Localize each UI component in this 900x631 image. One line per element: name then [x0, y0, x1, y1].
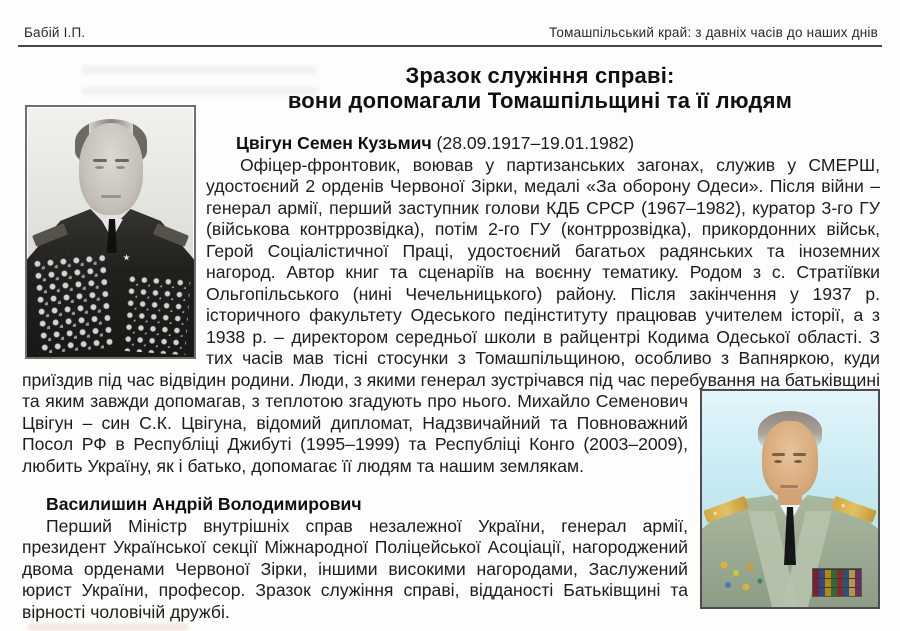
running-header-book-title: Томашпільський край: з давніх часів до наших днів [549, 25, 878, 40]
photo-mouth [101, 195, 121, 198]
person-name: Василишин Андрій Володимирович [46, 494, 362, 514]
photo-neck [778, 489, 802, 507]
article-body [22, 133, 880, 623]
photo-eyes [774, 460, 782, 463]
photo-medal-cluster [31, 252, 113, 354]
photo-medal-cluster [716, 557, 768, 601]
photo-ribbon-bar [812, 568, 862, 597]
running-header-author: Бабій І.П. [24, 25, 86, 40]
article-title [220, 63, 860, 113]
paragraph-text-part2: з теплотою згадують про нього. Михайло Семенович Цвігун – син С.К. Цвігуна, відомий дипломат, Надзвичайний та Повноважний Посол РФ в Республіці Джибуті (1995–1999) та Республіці Конго (2003–2009), любить Україну, як і батько, допомагає її людям та нашим землякам. [22, 391, 688, 476]
photo-medal-cluster [121, 273, 190, 355]
photo-board-stars [712, 510, 718, 516]
portrait-photo-tsvihun [25, 105, 196, 359]
photo-board-stars [840, 502, 846, 508]
article-title-line1: Зразок служіння справі: [405, 63, 675, 88]
photo-face [79, 123, 143, 215]
photo-eyes [95, 166, 104, 169]
article-title-line2: вони допомагали Томашпільщині та її людям [287, 88, 793, 113]
photo-mouth [780, 485, 798, 488]
paragraph-text-part1: Офіцер-фронтовик, воював у партизанських загонах, служив у СМЕРШ, удостоєний 2 орденів Червоної Зірки, медалі «За оборону Одеси». Після війни – генерал армії, перший заступник голови КДБ СРСР (1967–1982), куратор 3-го ГУ (військова контррозвідка), потім 2-го ГУ (контррозвідка), прикордонних військ, Герой Соціалістичної Праці, удостоєний багатьох радянських та іноземних нагород. Автор книг та сценаріїв на воєнну тематику. Родом з с. Стратіївки Ольгопільського (нині Чечельницького) району. Після закінчення у 1937 р. історичного факультету Одеського педінституту працював учителем історії, а з 1938 р. – директором середньої школи в райцентрі Кодима Одеської області. З тих часів мав тісні стосунки з Томашпільщиною, особливо з Вапняркою, куди приїздив під час відвідин родини. Люди, з якими генерал зустрічався під час перебування на батьківщині та яким завжди допомагав, [22, 154, 880, 411]
photo-eyebrows [93, 159, 107, 162]
portrait-photo-vasylyshyn [700, 389, 880, 609]
paragraph-text: Перший Міністр внутрішніх справ незалежної України, генерал армії, президент Української секції Міжнародної Поліцейської Асоціації, нагороджений двома орденами Червоної Зірки, іншими високими нагородами, Заслужений юрист України, професор. Зразок служіння справі, відданості Батьківщині та вірності чоловічій дружбі. [22, 515, 688, 622]
print-bleed-artifact-bottom [28, 624, 188, 630]
running-header [18, 0, 882, 47]
person-name: Цвігун Семен Кузьмич [236, 133, 432, 153]
photo-eyebrows [772, 453, 785, 456]
person-dates: (28.09.1917–19.01.1982) [436, 133, 635, 153]
